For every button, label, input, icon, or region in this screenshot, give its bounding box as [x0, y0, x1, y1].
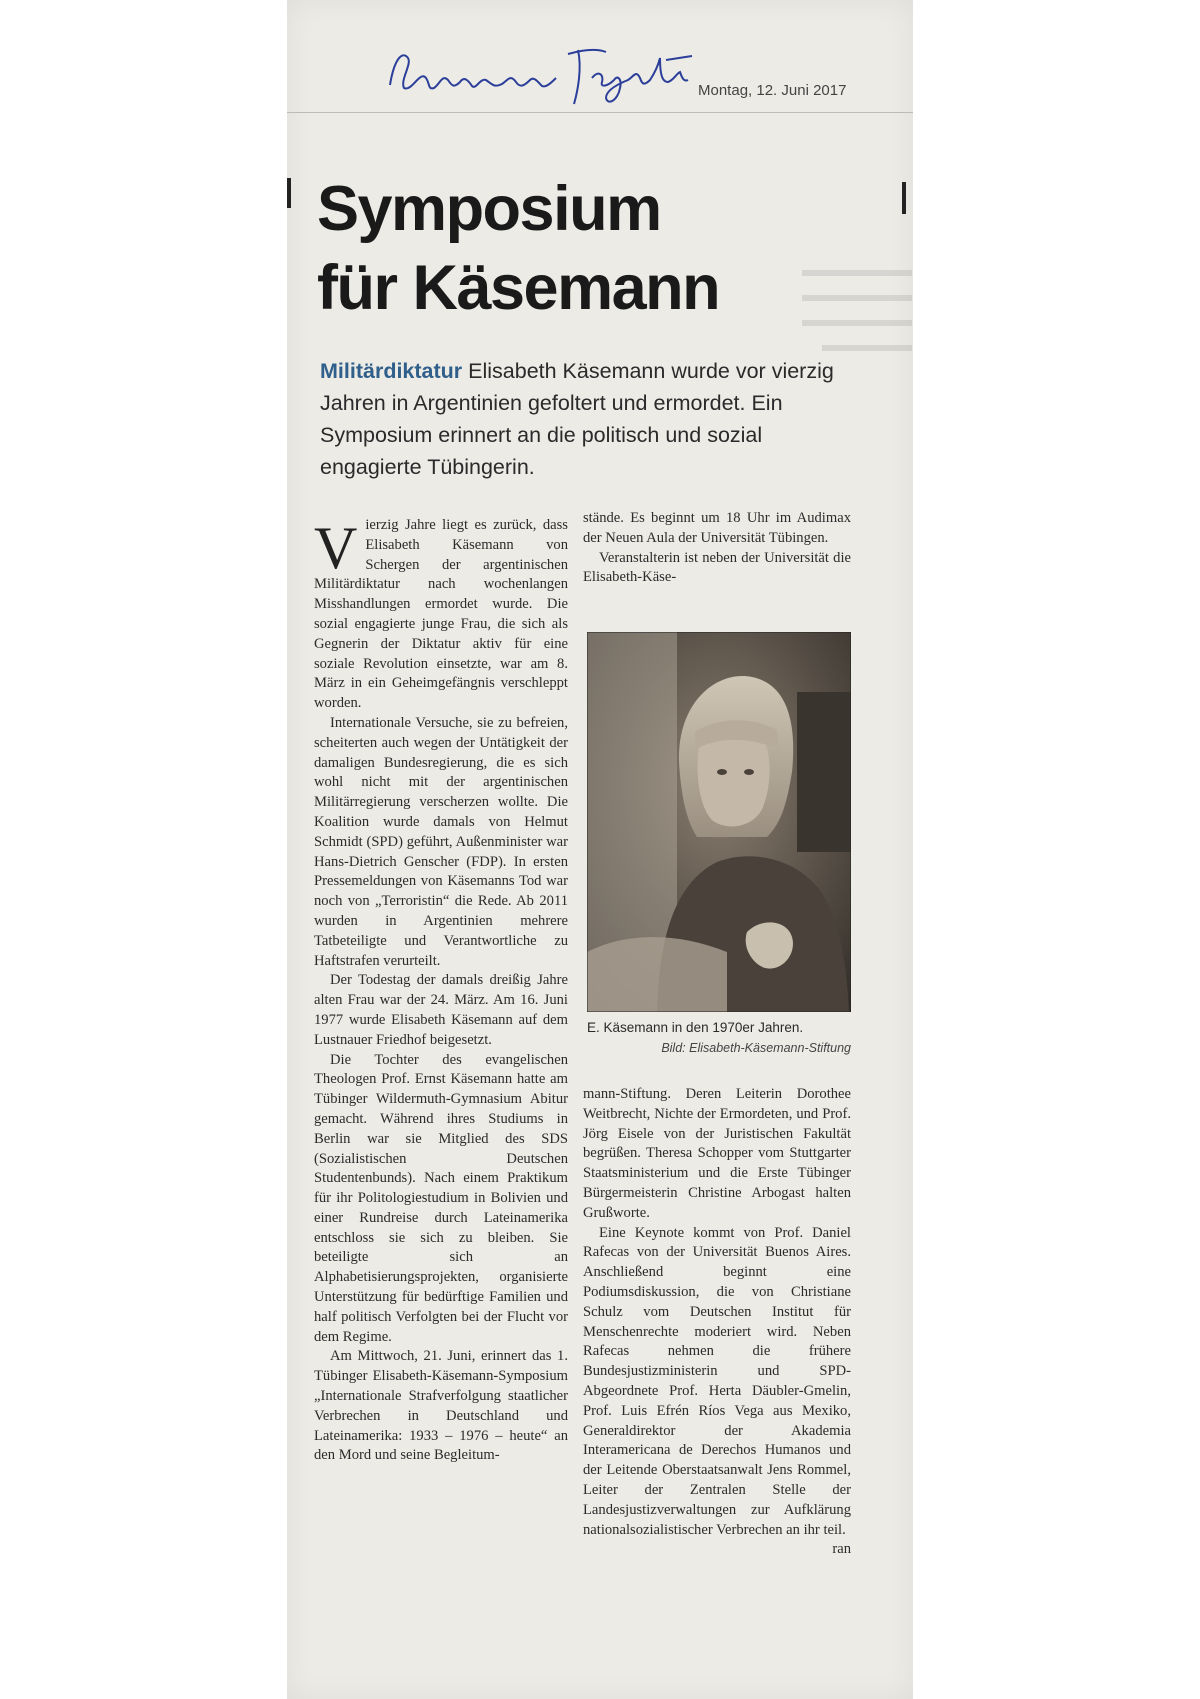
- drop-cap: V: [314, 516, 358, 581]
- paragraph: Internationale Versuche, sie zu befreien, scheiterten auch wegen der Untätigkeit der damaligen Bundesregierung, die es sich wohl nicht mit der argentinischen Militärregierung verscherzen wollte. Die Koalition wurde damals von Helmut Schmidt (SPD) geführt, Außenminister war Hans-Dietrich Genscher (FDP). In ersten Pressemeldungen von Käsemanns Tod war noch von „Terroristin“ die Rede. Ab 2011 wurden in Argentinien mehrere Tatbeteiligte und Verantwortliche zu Haftstrafen verurteilt.: [314, 714, 568, 969]
- article-column-1: [314, 516, 568, 1686]
- article-column-2-bottom: [583, 1085, 851, 1675]
- article-headline: [317, 170, 797, 328]
- paragraph: Veranstalterin ist neben der Universität die Elisabeth-Käse-: [583, 549, 851, 586]
- photo-credit: Bild: Elisabeth-Käsemann-Stiftung: [661, 1041, 851, 1055]
- paragraph: Die Tochter des evangelischen Theologen Prof. Ernst Käsemann hatte am Tübinger Wildermuth-Gymnasium Abitur gemacht. Während ihres Studiums in Berlin war sie Mitglied des SDS (Sozialistischen Deutschen Studentenbunds). Nach einem Praktikum für ihr Politologiestudium in Bolivien und einer Rundreise durch Lateinamerika entschloss sie sich zu bleiben. Sie beteiligte sich an Alphabetisierungsprojekten, organisierte Unterstützung für bedürftige Familien und half politisch Verfolgten bei der Flucht vor dem Regime.: [314, 1051, 568, 1345]
- author-signature: ran: [832, 1541, 851, 1558]
- article-lead: [320, 355, 840, 483]
- headline-line: für Käsemann: [317, 253, 720, 323]
- paragraph: mann-Stiftung. Deren Leiterin Dorothee Weitbrecht, Nichte der Ermordeten, und Prof. Jörg Eisele von der Juristischen Fakultät begrüßen. Theresa Schopper vom Stuttgarter Staatsministerium und die Erste Tübinger Bürgermeisterin Christine Arbogast halten Grußworte.: [583, 1086, 851, 1221]
- kicker: Militärdiktatur: [320, 359, 463, 383]
- lead-text: Elisabeth Käsemann wurde vor vierzig Jahren in Argentinien gefoltert und ermordet. Ein Symposium erinnert an die politisch und sozial engagierte Tübingerin.: [320, 359, 834, 479]
- portrait-photo: [587, 632, 851, 1012]
- page-edge-mark: [902, 182, 906, 214]
- paragraph: Am Mittwoch, 21. Juni, erinnert das 1. Tübinger Elisabeth-Käsemann-Symposium „Internationale Strafverfolgung staatlicher Verbrechen in Deutschland und Lateinamerika: 1933 – 1976 – heute“ an den Mord und seine Begleitum-: [314, 1348, 568, 1464]
- photo-caption: [587, 1018, 851, 1058]
- handwritten-newspaper-name: [382, 30, 702, 110]
- paragraph: Vierzig Jahre liegt es zurück, dass Elisabeth Käsemann von Schergen der argentinischen Militärdiktatur nach wochenlangen Misshandlungen ermordet wurde. Die sozial engagierte junge Frau, die sich als Gegnerin der Diktatur aktiv für eine soziale Revolution einsetzte, war am 8. März in ein Geheimgefängnis verschleppt worden.: [314, 516, 568, 712]
- newspaper-clipping: [287, 0, 913, 1699]
- paragraph: stände. Es beginnt um 18 Uhr im Audimax der Neuen Aula der Universität Tübingen.: [583, 510, 851, 546]
- caption-text: E. Käsemann in den 1970er Jahren.: [587, 1020, 804, 1035]
- paragraph: Der Todestag der damals dreißig Jahre alten Frau war der 24. März. Am 16. Juni 1977 wurde Elisabeth Käsemann auf dem Lustnauer Friedhof beigesetzt.: [314, 972, 568, 1048]
- paragraph: Eine Keynote kommt von Prof. Daniel Rafecas von der Universität Buenos Aires. Anschließend beginnt eine Podiumsdiskussion, die von Christiane Schulz vom Deutschen Institut für Menschenrechte moderiert wird. Neben Rafecas nehmen die frühere Bundesjustizministerin und SPD-Abgeordnete Prof. Herta Däubler-Gmelin, Prof. Luis Efrén Ríos Vega aus Mexiko, Generaldirektor der Akademia Interamericana de Derechos Humanos und der Leitende Oberstaatsanwalt Jens Rommel, Leiter der Zentralen Stelle der Landesjustizverwaltungen zur Aufklärung nationalsozialistischer Verbrechen an ihr teil.: [583, 1224, 851, 1538]
- article-column-2-top: [583, 509, 851, 609]
- adjacent-article-showthrough: [792, 70, 913, 400]
- headline-line: Symposium: [317, 174, 661, 244]
- page-edge-mark: [287, 178, 291, 208]
- publication-date: Montag, 12. Juni 2017: [698, 82, 847, 99]
